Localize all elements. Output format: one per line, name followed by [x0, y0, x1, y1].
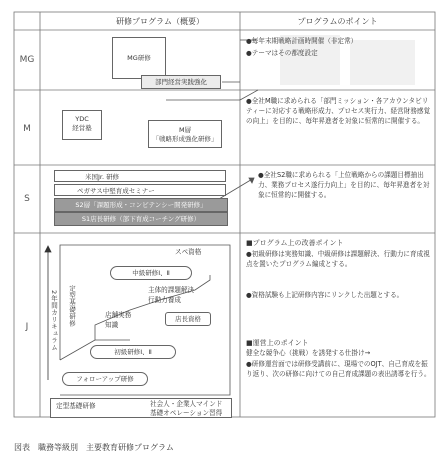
j-supe-label: スペ資格	[175, 248, 202, 256]
j-sub-1: 主体的課題解決	[148, 286, 195, 294]
figure-caption: 図表 職務等級別 主要教育研修プログラム	[14, 443, 174, 452]
s-row-1: 米国Jr. 研修	[54, 170, 226, 182]
j-sub-2: 行動力養成	[148, 296, 181, 304]
j-mid-training: 中級研修Ⅰ、Ⅱ	[110, 266, 192, 280]
level-m: M	[23, 124, 31, 134]
j-soc-1: 社会人・企業人マインド	[150, 400, 223, 408]
s-row-4: S1店長研修（部下育成コーチング研修）	[54, 212, 228, 226]
j-follow-training: フォローアップ研修	[62, 372, 148, 386]
j-beg-training: 初級研修Ⅰ、Ⅱ	[90, 345, 176, 359]
m-points: ●全社M職に求められる「部門ミッション・各アカウンタビリティーに対応する戦略形成力、プロセス実行力、経営財務感覚の向上」を目的に、毎年昇進者を対象に恒常的に開催する。	[246, 97, 431, 126]
col-header-points: プログラムのポイント	[297, 17, 378, 26]
level-s: S	[24, 194, 30, 204]
mg-point-2: ●テーマはその都度設定	[246, 49, 318, 57]
j-improve-1: ●初級研修は実務知識、中級研修は課題解決、行動力に育成視点を置いたプログラム編成とする。	[246, 250, 430, 269]
level-j: J	[25, 322, 29, 332]
j-improve-title: ■プログラム上の改善ポイント	[246, 239, 344, 247]
mg-practice-box: 部門経営実践強化	[141, 75, 221, 89]
s-points: ●全社S2職に求められる「上位戦略からの課題目標抽出力、業務プロセス遂行力向上」を目的に、毎年昇進者を対象に恒常的に開催する。	[258, 171, 430, 200]
j-improve-2: ●資格試験も上記研修内容にリンクした出題とする。	[246, 291, 404, 299]
j-ops-title: ■運営上のポイント	[246, 339, 309, 347]
s-row-2: ペガサス中堅育成セミナー	[54, 184, 226, 196]
col-header-program: 研修プログラム（概要）	[116, 17, 204, 26]
j-soc-2: 基礎オペレーション習得	[150, 409, 223, 417]
level-mg: MG	[19, 55, 35, 65]
j-store-1: 店舗実務	[105, 311, 132, 319]
j-curriculum-label: 2年間カリキュラム	[50, 290, 58, 351]
mg-point-1: ●毎年末期戦略計画時開催（非定常）	[246, 37, 358, 45]
ydc-box: YDC 経営塾	[62, 110, 102, 140]
j-store-2: 知識	[105, 321, 119, 329]
j-ops-lead: 健全な競争心（挑戦）を誘発する仕掛け→	[246, 349, 371, 357]
j-manager-label: 店長資格	[165, 312, 211, 326]
j-base-label: 定型基礎研修	[56, 402, 96, 410]
s-row-3: S2層「課題形成・コンピテンシー開発研修」	[54, 198, 228, 212]
mg-training-box: MG研修	[112, 37, 166, 79]
m-strategy-box: M層 「戦略形成強化研修」	[148, 120, 222, 148]
j-base-vertical-label: 定型基礎研修	[68, 285, 76, 327]
j-ops-1: ●研修運営面では研修受講前に、現場でのOJT、自己育成を振り返り、次の研修に向けての自己育成課題の表出誘導を行う。	[246, 360, 431, 379]
